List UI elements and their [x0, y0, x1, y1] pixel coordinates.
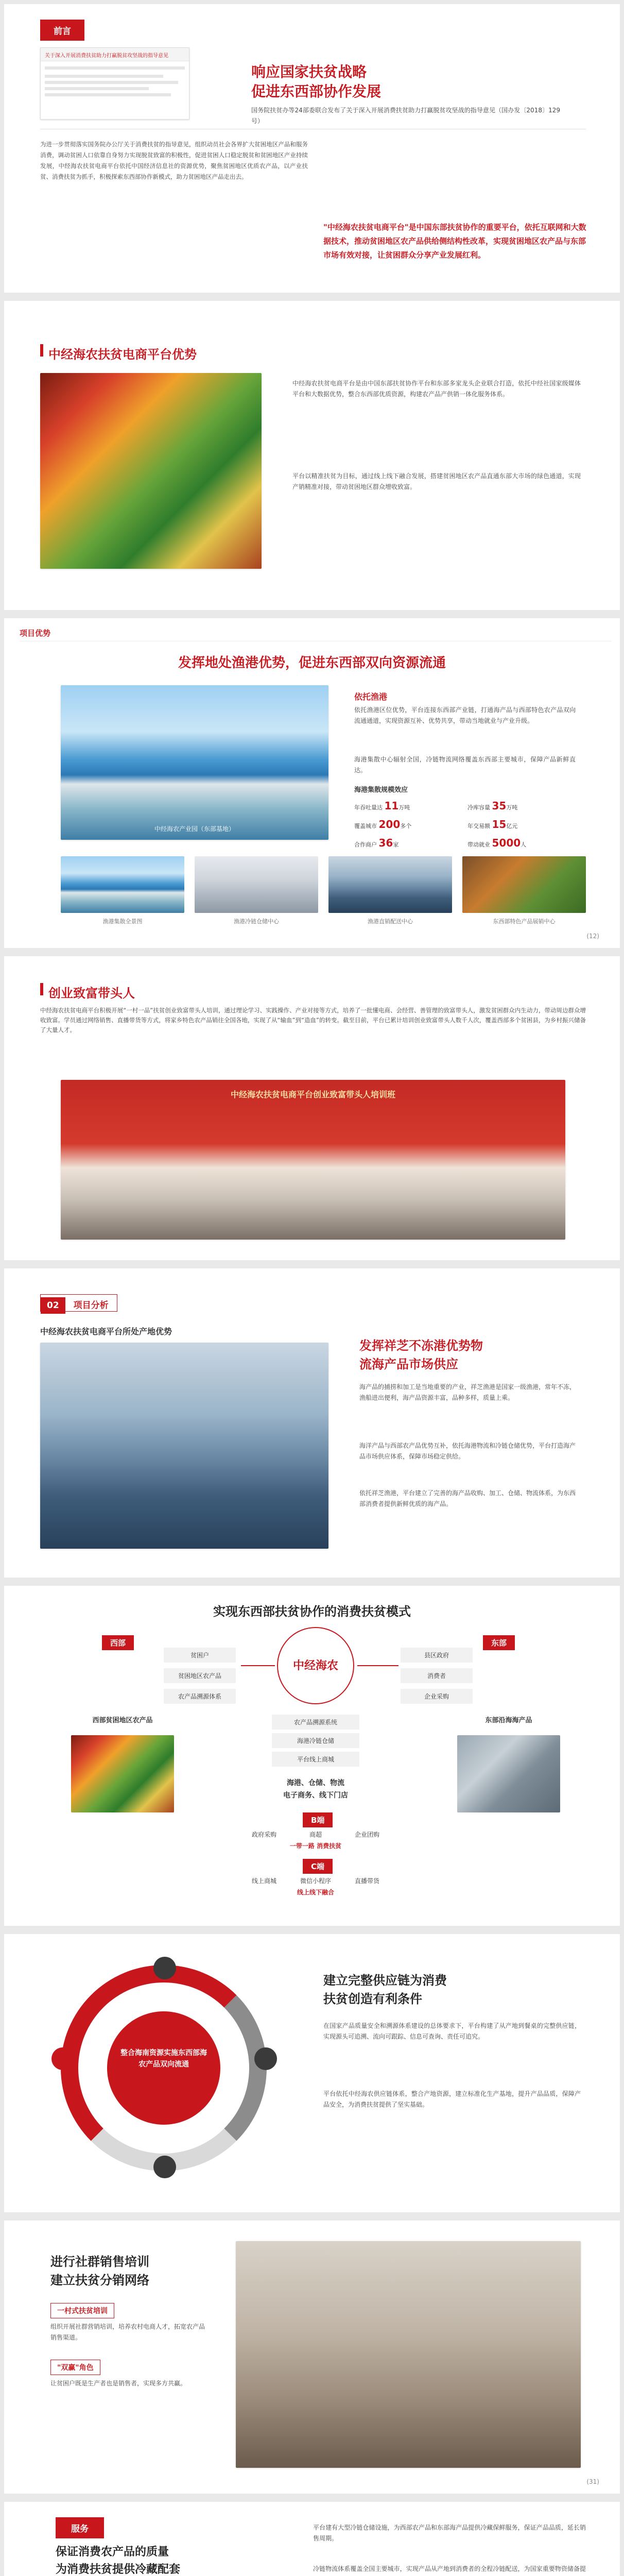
- section-fishing-port: [4, 618, 620, 948]
- stats-grid: [354, 800, 576, 856]
- b-end-item-3: 企业团购: [354, 1831, 379, 1838]
- community-heading-2: 建立扶贫分销网络: [50, 2273, 149, 2287]
- b-end-sub: 一带一路 消费扶贫: [289, 1842, 342, 1850]
- right-bottom-label: 东部沿海海产品: [485, 1717, 532, 1724]
- section-model-diagram: [4, 1586, 620, 1926]
- analysis-para-1: 海产品的捕捞和加工是当地重要的产业，祥芝渔港是国家一级渔港，常年不冻，渔船进出便利，海产品资源丰富，品种多样，质量上乘。: [359, 1383, 576, 1401]
- b-end-item-2: 商超: [309, 1831, 322, 1838]
- preface-heading-1: 响应国家扶贫战略: [251, 63, 367, 80]
- stats-title: 海港集散规模效应: [354, 786, 408, 794]
- vegetable-photo: [40, 373, 262, 569]
- training-class-photo: [236, 2241, 581, 2468]
- preface-para-2: 为进一步贯彻落实国务院办公厅关于消费扶贫的指导意见，组织动员社会各界扩大贫困地区产品和服务消费，调动贫困人口依靠自身努力实现脱贫致富的积极性，促进贫困人口稳定脱贫和贫困地区产业持续发展，中经海农扶贫电商平台依托中国经济信息社的资源优势，聚焦贫困地区优质农产品，以产业扶贫、消费扶贫为抓手，积极探索东西部协作新模式，助力贫困地区产品走出去。: [40, 141, 308, 180]
- left-bottom-label: 西部贫困地区农产品: [92, 1717, 153, 1724]
- entrepreneur-para: 中经海农扶贫电商平台积极开展“一村一品”扶贫创业致富带头人培训，通过理论学习、实践操作、产业对接等方式，培养了一批懂电商、会经营、善管理的致富带头人，激发贫困群众内生动力，带动周边群众增收致富。学员通过网络销售、直播带货等方式，将家乡特色农产品销往全国各地，实现了从“输血”到“造血”的转变。截至目前，平台已累计培训创业致富带头人数千人次，覆盖西部多个贫困县，为乡村振兴储备了大量人才。: [40, 1007, 586, 1033]
- right-item-3: 企业采购: [401, 1689, 473, 1704]
- preface-heading-2: 促进东西部协作发展: [251, 83, 382, 100]
- c-end-title: C端: [303, 1859, 333, 1874]
- preface-tag: 前言: [40, 20, 84, 41]
- port-thumb-1: [61, 856, 184, 913]
- model-heading: 实现东西部扶贫协作的消费扶贫模式: [213, 1604, 411, 1619]
- section-project-analysis: [4, 1268, 620, 1578]
- harbor-photo: [40, 1343, 328, 1549]
- analysis-para-2: 海洋产品与西部农产品优势互补，依托海港物流和冷链仓储优势，平台打造海产品市场供应体系，保障市场稳定供给。: [359, 1442, 576, 1460]
- preface-para-1: 国务院扶贫办等24部委联合发布了关于深入开展消费扶贫助力打赢脱贫攻坚战的指导意见（国办发〔2018〕129号）: [251, 107, 560, 125]
- b-end-title: B端: [303, 1812, 333, 1827]
- section-platform-advantage: [4, 301, 620, 610]
- thumb-caption-2: 渔港冷链仓储中心: [234, 918, 279, 925]
- document-thumbnail: [40, 47, 189, 120]
- supply-para-1: 在国家产品质量安全和溯源体系建设的总体要求下，平台构建了从产地到餐桌的完整供应链，实现源头可追溯、流向可跟踪、信息可查询、责任可追究。: [323, 2022, 581, 2040]
- ring-node-2: [254, 2047, 277, 2070]
- west-products-photo: [71, 1735, 174, 1812]
- service-heading-2: 为消费扶贫提供冷藏配套: [56, 2563, 181, 2576]
- c-end-item-1: 线上商城: [251, 1877, 276, 1885]
- analysis-heading-2: 流海产品市场供应: [359, 1357, 458, 1371]
- platform-heading: 中经海农扶贫电商平台优势: [48, 347, 197, 362]
- stat-item: 合作商户 36家: [354, 837, 399, 849]
- thumb-caption-4: 东西部特色产品展销中心: [493, 918, 556, 925]
- training-banner: 中经海农扶贫电商平台创业致富带头人培训班: [230, 1090, 395, 1099]
- ring-node-3: [153, 2156, 176, 2178]
- item1-title: 一村式扶贫培训: [50, 2303, 114, 2318]
- supply-para-2: 平台依托中经海农供应链体系，整合产地资源，建立标准化生产基地，提升产品品质，保障产品安全，为消费扶贫提供了坚实基础。: [323, 2090, 581, 2108]
- analysis-sub-heading: 中经海农扶贫电商平台所处产地优势: [40, 1327, 172, 1336]
- platform-para-2: 平台以精准扶贫为目标，通过线上线下融合发展，搭建贫困地区农产品直通东部大市场的绿色通道，实现产销精准对接，带动贫困地区群众增收致富。: [292, 472, 581, 490]
- thumb-caption-1: 渔港集散全景图: [102, 918, 143, 925]
- left-item-1: 贫困户: [164, 1648, 236, 1663]
- port-thumb-4: [462, 856, 586, 913]
- c-end-item-3: 直播带货: [354, 1877, 379, 1885]
- service-para-2: 冷链物流体系覆盖全国主要城市，实现产品从产地到消费者的全程冷链配送，为国家重要物资储备提: [313, 2565, 586, 2572]
- left-item-3: 农产品溯源体系: [164, 1689, 236, 1704]
- right-item-2: 消费者: [401, 1668, 473, 1683]
- port-heading: 发挥地处渔港优势，促进东西部双向资源流通: [178, 655, 446, 671]
- advantage-tag: 项目优势: [20, 629, 51, 638]
- port-para-1: 依托渔港区位优势，平台连接东西部产业链，打通海产品与西部特色农产品双向流通通道，实现资源互补、优势共享，带动当地就业与产业升级。: [354, 706, 576, 724]
- item1-text: 组织开展社群营销培训，培养农村电商人才，拓宽农产品销售渠道。: [50, 2323, 205, 2341]
- mid-line-2: 电子商务、线下门店: [283, 1791, 348, 1800]
- service-tag: 服务: [56, 2517, 104, 2538]
- west-label: 西部: [102, 1635, 134, 1650]
- b-end-item-1: 政府采购: [251, 1831, 276, 1838]
- port-photo: [61, 685, 328, 840]
- analysis-tag-number: 02: [41, 1297, 65, 1314]
- section-service: [4, 2502, 620, 2576]
- arrow-left: [241, 1665, 275, 1666]
- port-thumb-2: [195, 856, 318, 913]
- c-end-sub: 线上线下融合: [297, 1889, 334, 1896]
- item2-text: 让贫困户既是生产者也是销售者，实现多方共赢。: [50, 2380, 187, 2387]
- section-supply-chain: [4, 1934, 620, 2212]
- analysis-tag-label: 项目分析: [73, 1300, 109, 1311]
- entrepreneur-heading: 创业致富带头人: [48, 986, 135, 1001]
- thumb-caption-3: 渔港直销配送中心: [368, 918, 413, 925]
- thumbnail-title: 关于深入开展消费扶贫助力打赢脱贫攻坚战的指导意见: [41, 48, 189, 61]
- page-number-2: (31): [586, 2478, 599, 2485]
- arrow-right: [357, 1665, 398, 1666]
- port-sub: 依托渔港: [354, 692, 388, 702]
- community-heading-1: 进行社群销售培训: [50, 2255, 149, 2269]
- analysis-heading-1: 发挥祥芝不冻港优势物: [359, 1338, 483, 1353]
- ring-node-1: [153, 1957, 176, 1979]
- analysis-tag: [40, 1294, 117, 1312]
- port-photo-caption: 中经海农产业园（东部基地）: [154, 825, 235, 833]
- right-item-1: 县区政府: [401, 1648, 473, 1663]
- stat-item: 年吞吐量达 11万吨: [354, 800, 410, 812]
- east-label: 东部: [483, 1635, 515, 1650]
- platform-para-1: 中经海农扶贫电商平台是由中国东部扶贫协作平台和东部多家龙头企业联合打造，依托中经社国家级媒体平台和大数据优势，整合东西部优质资源，构建农产品产供销一体化服务体系。: [292, 380, 581, 398]
- center-item-1: 农产品溯源系统: [272, 1715, 359, 1730]
- section-preface: [4, 4, 620, 293]
- page-number: (12): [586, 933, 599, 940]
- mid-line-1: 海港、仓储、物流: [287, 1779, 344, 1787]
- ring-node-4: [51, 2047, 74, 2070]
- section-entrepreneurs: [4, 956, 620, 1260]
- stat-item: 年交易额 15亿元: [467, 818, 518, 831]
- center-item-3: 平台线上商城: [272, 1752, 359, 1767]
- ring-center-text: 整合海南资源实施东西部海农产品双向流通: [120, 2049, 207, 2069]
- c-end-item-2: 微信小程序: [300, 1877, 331, 1885]
- service-heading-1: 保证消费农产品的质量: [56, 2546, 169, 2558]
- center-logo: 中经海农: [292, 1659, 338, 1672]
- analysis-para-3: 依托祥芝渔港，平台建立了完善的海产品收购、加工、仓储、物流体系，为东西部消费者提供新鲜优质的海产品。: [359, 1489, 576, 1507]
- training-group-photo: [61, 1080, 565, 1240]
- stat-item: 带动就业 5000人: [467, 837, 527, 849]
- supply-heading-1: 建立完整供应链为消费: [323, 1973, 447, 1988]
- east-seafood-photo: [457, 1735, 560, 1812]
- section-community-sales: [4, 2221, 620, 2494]
- left-item-2: 贫困地区农产品: [164, 1668, 236, 1683]
- center-item-2: 海港冷链仓储: [272, 1733, 359, 1748]
- item2-title: "双赢"角色: [50, 2360, 100, 2375]
- preface-quote: "中经海农扶贫电商平台"是中国东部扶贫协作的重要平台，依托互联网和大数据技术，推动贫困地区农产品供给侧结构性改革，实现贫困地区农产品与东部市场有效对接，让贫困群众分享产业发展红利。: [323, 223, 586, 260]
- service-para-1: 平台建有大型冷链仓储设施，为西部农产品和东部海产品提供冷藏保鲜服务，保证产品品质，延长销售周期。: [313, 2524, 586, 2542]
- stat-item: 冷库容量 35万吨: [467, 800, 518, 812]
- supply-heading-2: 扶贫创造有利条件: [323, 1992, 422, 2006]
- port-para-2: 海港集散中心辐射全国，冷链物流网络覆盖东西部主要城市，保障产品新鲜直达。: [354, 756, 576, 774]
- stat-item: 覆盖城市 200多个: [354, 818, 412, 831]
- port-thumb-3: [328, 856, 452, 913]
